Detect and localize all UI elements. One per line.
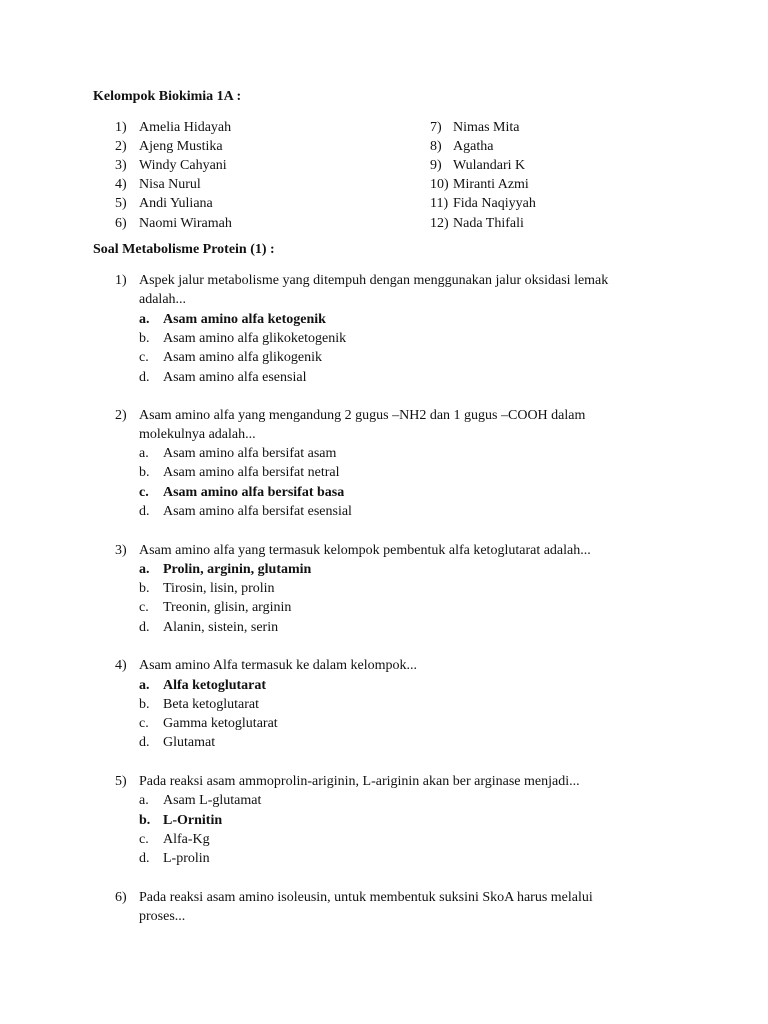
option-letter: c. (139, 485, 149, 500)
member-name: Nimas Mita (453, 120, 520, 135)
member-number: 12) (430, 216, 449, 231)
option-letter: a. (139, 678, 150, 693)
member-number: 10) (430, 177, 449, 192)
option-text: Tirosin, lisin, prolin (163, 581, 275, 596)
option-letter: a. (139, 446, 149, 461)
member-name: Miranti Azmi (453, 177, 529, 192)
member-name: Fida Naqiyyah (453, 196, 536, 211)
member-number: 8) (430, 139, 442, 154)
question-text: Pada reaksi asam ammoprolin-ariginin, L-ariginin akan ber arginase menjadi... (139, 774, 580, 789)
member-number: 9) (430, 158, 442, 173)
question-number: 1) (115, 273, 127, 288)
member-name: Wulandari K (453, 158, 526, 173)
member-number: 7) (430, 120, 442, 135)
option-text: Asam L-glutamat (163, 793, 262, 808)
option-letter: b. (139, 697, 150, 712)
member-number: 5) (115, 196, 127, 211)
option-letter: b. (139, 465, 150, 480)
group-title: Kelompok Biokimia 1A : (93, 89, 242, 104)
option-text: Treonin, glisin, arginin (163, 600, 292, 615)
question-number: 4) (115, 658, 127, 673)
option-letter: b. (139, 581, 150, 596)
member-name: Amelia Hidayah (139, 120, 232, 135)
member-name: Windy Cahyani (139, 158, 227, 173)
question-text: Asam amino Alfa termasuk ke dalam kelompok... (139, 658, 417, 673)
option-text: L-Ornitin (163, 813, 223, 828)
option-letter: c. (139, 832, 149, 847)
member-number: 2) (115, 139, 127, 154)
option-letter: d. (139, 851, 150, 866)
option-letter: d. (139, 735, 150, 750)
option-letter: a. (139, 793, 149, 808)
option-text: Asam amino alfa esensial (163, 370, 307, 385)
member-number: 4) (115, 177, 127, 192)
option-letter: c. (139, 600, 149, 615)
option-letter: d. (139, 620, 150, 635)
member-name: Nisa Nurul (139, 177, 201, 192)
option-text: L-prolin (163, 851, 210, 866)
member-name: Agatha (453, 139, 494, 154)
option-letter: c. (139, 716, 149, 731)
option-letter: b. (139, 331, 150, 346)
option-text: Alanin, sistein, serin (163, 620, 279, 635)
member-number: 3) (115, 158, 127, 173)
option-text: Asam amino alfa bersifat esensial (163, 504, 352, 519)
option-letter: a. (139, 312, 150, 327)
option-text: Asam amino alfa glikoketogenik (163, 331, 347, 346)
option-text: Asam amino alfa glikogenik (163, 350, 323, 365)
option-text: Prolin, arginin, glutamin (163, 562, 312, 577)
member-number: 1) (115, 120, 127, 135)
option-text: Alfa ketoglutarat (163, 678, 267, 693)
question-text: molekulnya adalah... (139, 427, 256, 442)
question-text: Asam amino alfa yang mengandung 2 gugus –NH2 dan 1 gugus –COOH dalam (139, 408, 586, 423)
member-number: 6) (115, 216, 127, 231)
option-text: Gamma ketoglutarat (163, 716, 278, 731)
option-text: Asam amino alfa ketogenik (163, 312, 326, 327)
member-name: Naomi Wiramah (139, 216, 232, 231)
question-text: Pada reaksi asam amino isoleusin, untuk membentuk suksini SkoA harus melalui (139, 890, 593, 905)
option-letter: c. (139, 350, 149, 365)
question-text: proses... (139, 909, 186, 924)
question-text: Aspek jalur metabolisme yang ditempuh dengan menggunakan jalur oksidasi lemak (139, 273, 609, 288)
member-name: Ajeng Mustika (139, 139, 223, 154)
option-letter: b. (139, 813, 151, 828)
option-text: Alfa-Kg (163, 832, 210, 847)
member-number: 11) (430, 196, 449, 211)
option-text: Glutamat (163, 735, 216, 750)
question-number: 3) (115, 543, 127, 558)
question-number: 6) (115, 890, 127, 905)
question-number: 5) (115, 774, 127, 789)
member-name: Andi Yuliana (139, 196, 213, 211)
option-text: Asam amino alfa bersifat basa (163, 485, 345, 500)
option-text: Asam amino alfa bersifat asam (163, 446, 337, 461)
option-text: Beta ketoglutarat (163, 697, 260, 712)
option-letter: d. (139, 370, 150, 385)
quiz-title: Soal Metabolisme Protein (1) : (93, 242, 275, 257)
member-name: Nada Thifali (453, 216, 524, 231)
question-number: 2) (115, 408, 127, 423)
option-letter: d. (139, 504, 150, 519)
option-letter: a. (139, 562, 150, 577)
question-text: adalah... (139, 292, 187, 307)
option-text: Asam amino alfa bersifat netral (163, 465, 340, 480)
question-text: Asam amino alfa yang termasuk kelompok pembentuk alfa ketoglutarat adalah... (139, 543, 591, 558)
